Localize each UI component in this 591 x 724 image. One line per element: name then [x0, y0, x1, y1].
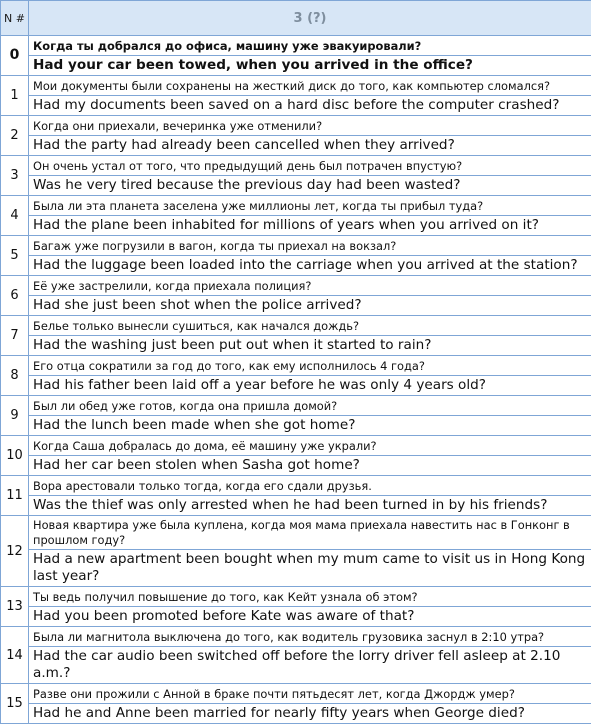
english-sentence: Had you been promoted before Kate was aware of that?	[29, 607, 591, 627]
table-row-russian	[1, 316, 591, 336]
table-row-english	[1, 96, 591, 116]
table-row-russian	[1, 627, 591, 647]
table-row-english	[1, 496, 591, 516]
russian-sentence: Ты ведь получил повышение до того, как Кейт узнала об этом?	[29, 587, 591, 607]
russian-sentence: Новая квартира уже была куплена, когда моя мама приехала навестить нас в Гонконг в прошлом году?	[29, 516, 591, 550]
table-row-english	[1, 256, 591, 276]
row-number: 10	[1, 436, 29, 476]
russian-sentence: Её уже застрелили, когда приехала полиция?	[29, 276, 591, 296]
row-number: 6	[1, 276, 29, 316]
row-number: 12	[1, 516, 29, 587]
table-row-russian	[1, 436, 591, 456]
russian-sentence: Когда Саша добралась до дома, её машину уже украли?	[29, 436, 591, 456]
row-number: 3	[1, 156, 29, 196]
table-row-english	[1, 176, 591, 196]
table-row-english	[1, 336, 591, 356]
table-row-russian	[1, 356, 591, 376]
russian-sentence: Была ли эта планета заселена уже миллионы лет, когда ты прибыл туда?	[29, 196, 591, 216]
table-row-russian	[1, 116, 591, 136]
table-row-russian	[1, 36, 591, 56]
table-row-english	[1, 550, 591, 587]
table-row-english	[1, 136, 591, 156]
table-row-russian	[1, 76, 591, 96]
table-row-russian	[1, 587, 591, 607]
row-number: 5	[1, 236, 29, 276]
table-row-english	[1, 296, 591, 316]
english-sentence: Was the thief was only arrested when he had been turned in by his friends?	[29, 496, 591, 516]
row-number: 0	[1, 36, 29, 76]
english-sentence: Had your car been towed, when you arrived in the office?	[29, 56, 591, 76]
russian-sentence: Разве они прожили с Анной в браке почти пятьдесят лет, когда Джордж умер?	[29, 684, 591, 704]
row-number: 1	[1, 76, 29, 116]
row-number: 11	[1, 476, 29, 516]
english-sentence: Was he very tired because the previous day had been wasted?	[29, 176, 591, 196]
english-sentence: Had the plane been inhabited for millions of years when you arrived on it?	[29, 216, 591, 236]
russian-sentence: Его отца сократили за год до того, как ему исполнилось 4 года?	[29, 356, 591, 376]
table-body	[1, 36, 591, 724]
table-row-russian	[1, 156, 591, 176]
english-sentence: Had the luggage been loaded into the carriage when you arrived at the station?	[29, 256, 591, 276]
table-row-russian	[1, 276, 591, 296]
row-number: 15	[1, 684, 29, 724]
table-row-english	[1, 456, 591, 476]
row-number: 2	[1, 116, 29, 156]
row-number: 8	[1, 356, 29, 396]
english-sentence: Had the car audio been switched off before the lorry driver fell asleep at 2.10 a.m.?	[29, 647, 591, 684]
table-row-russian	[1, 516, 591, 550]
table-row-russian	[1, 476, 591, 496]
row-number: 14	[1, 627, 29, 684]
table-row-english	[1, 607, 591, 627]
russian-sentence: Когда они приехали, вечеринка уже отменили?	[29, 116, 591, 136]
row-number: 7	[1, 316, 29, 356]
row-number: 13	[1, 587, 29, 627]
english-sentence: Had the party had already been cancelled when they arrived?	[29, 136, 591, 156]
russian-sentence: Он очень устал от того, что предыдущий день был потрачен впустую?	[29, 156, 591, 176]
english-sentence: Had his father been laid off a year before he was only 4 years old?	[29, 376, 591, 396]
table-row-russian	[1, 236, 591, 256]
russian-sentence: Мои документы были сохранены на жесткий диск до того, как компьютер сломался?	[29, 76, 591, 96]
english-sentence: Had the lunch been made when she got home?	[29, 416, 591, 436]
table-row-english	[1, 647, 591, 684]
table-row-english	[1, 416, 591, 436]
table-row-english	[1, 216, 591, 236]
table-row-russian	[1, 196, 591, 216]
english-sentence: Had her car been stolen when Sasha got home?	[29, 456, 591, 476]
table-row-english	[1, 704, 591, 724]
russian-sentence: Была ли магнитола выключена до того, как водитель грузовика заснул в 2:10 утра?	[29, 627, 591, 647]
row-number: 4	[1, 196, 29, 236]
table-header-row	[1, 1, 591, 36]
russian-sentence: Когда ты добрался до офиса, машину уже эвакуировали?	[29, 36, 591, 56]
russian-sentence: Вора арестовали только тогда, когда его сдали друзья.	[29, 476, 591, 496]
column-header-title: 3 (?)	[29, 1, 591, 36]
english-sentence: Had he and Anne been married for nearly fifty years when George died?	[29, 704, 591, 724]
table-row-russian	[1, 684, 591, 704]
english-sentence: Had the washing just been put out when it started to rain?	[29, 336, 591, 356]
english-sentence: Had she just been shot when the police arrived?	[29, 296, 591, 316]
english-sentence: Had a new apartment been bought when my mum came to visit us in Hong Kong last year?	[29, 550, 591, 587]
table-row-english	[1, 376, 591, 396]
russian-sentence: Багаж уже погрузили в вагон, когда ты приехал на вокзал?	[29, 236, 591, 256]
russian-sentence: Белье только вынесли сушиться, как начался дождь?	[29, 316, 591, 336]
table-row-english	[1, 56, 591, 76]
table-row-russian	[1, 396, 591, 416]
row-number: 9	[1, 396, 29, 436]
english-sentence: Had my documents been saved on a hard disc before the computer crashed?	[29, 96, 591, 116]
column-header-number: N #	[1, 1, 29, 36]
russian-sentence: Был ли обед уже готов, когда она пришла домой?	[29, 396, 591, 416]
